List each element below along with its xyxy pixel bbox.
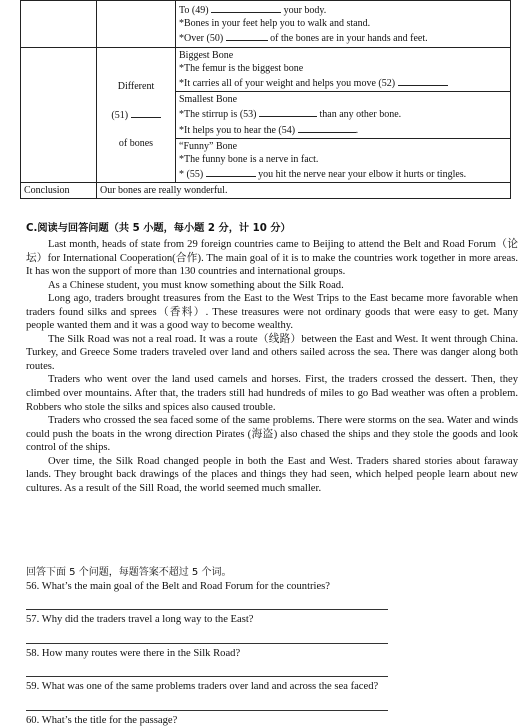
top-text-2: *Bones in your feet help you to walk and stand. (179, 18, 371, 30)
funny-title: “Funny” Bone (179, 140, 238, 152)
passage-paragraph: Traders who went over the land used camels and horses. First, the traders crossed the dessert. Then, they climbed over mountains. After that, the traders still had hundreds of miles to go Bad weather was often a problem. Robbers who stole the silks and spices also caused trouble. (26, 374, 518, 413)
blank-54-line[interactable] (298, 122, 356, 133)
biggest-line1: *The femur is the biggest bone (179, 62, 304, 74)
empty-cell (21, 47, 97, 183)
top-cell (176, 1, 511, 48)
answer-line-58[interactable] (26, 660, 388, 677)
blank-53-line[interactable] (259, 106, 317, 117)
passage-paragraph: Last month, heads of state from 29 foreign countries came to Beijing to attend the Belt and Road Forum（论坛）for International Cooperation(合作). The main goal of it is to make the countries work together in more areas. It has won the support of more than 130 countries and international groups. (26, 239, 518, 278)
blank-51-line[interactable] (131, 107, 161, 118)
bones-table (20, 0, 511, 199)
different-cell (97, 47, 176, 183)
funny-line2a: * (55) (179, 169, 204, 181)
blank-55-line[interactable] (206, 166, 256, 177)
smallest-line2a: *It helps you to hear the (54) (179, 124, 296, 136)
questions-instruction: 回答下面 5 个问题，每题答案不超过 5 个词。 (26, 567, 232, 578)
passage-paragraph: Long ago, traders brought treasures from the East to the West Trips to the East became more favorable when traders found silks and sprees（香料）. These treasures were not ordinary goods that were easy to get. Many people wanted them and it was a good way to become wealthy. (26, 293, 518, 332)
passage-paragraph: Traders who crossed the sea faced some of the same problems. There were storms on the sea. Water and winds could push the boats in the wrong direction Pirates (海盗) also chased the ships and they stole the goods and look control of the ships. (26, 415, 518, 454)
biggest-line2: *It carries all of your weight and helps you move (52) (179, 77, 396, 89)
blank-52-line[interactable] (398, 75, 448, 86)
question-59: 59. What was one of the same problems traders over land and across the sea faced? (26, 681, 379, 693)
of-bones-label: of bones (118, 137, 154, 149)
funny-line2b: you hit the nerve near your elbow it hurts or tingles. (258, 169, 467, 181)
section-heading: C.阅读与回答问题（共 5 小题，每小题 2 分，计 10 分） (26, 223, 291, 234)
empty-cell (21, 1, 97, 48)
funny-line1: *The funny bone is a nerve in fact. (179, 153, 319, 165)
answer-line-57[interactable] (26, 627, 388, 644)
biggest-cell (176, 47, 511, 92)
passage-paragraph: As a Chinese student, you must know something about the Silk Road. (48, 279, 344, 291)
conclusion-text: Our bones are really wonderful. (97, 183, 511, 199)
conclusion-label: Conclusion (21, 183, 97, 199)
smallest-title: Smallest Bone (179, 94, 238, 106)
blank-50-line[interactable] (226, 30, 268, 41)
question-56: 56. What’s the main goal of the Belt and Road Forum for the countries? (26, 580, 331, 592)
passage-paragraph: The Silk Road was not a real road. It was a route（线路）between the East and West. It went through China. Turkey, and Greece Some traders traveled over land and others sailed across the sea. There was danger along both routes. (26, 333, 518, 372)
funny-cell (176, 138, 511, 183)
blank-50-label: *Over (50) (179, 33, 224, 45)
smallest-cell (176, 92, 511, 139)
table-row-biggest (21, 47, 511, 92)
answer-line-59[interactable] (26, 694, 388, 711)
question-57: 57. Why did the traders travel a long way to the East? (26, 614, 254, 626)
empty-cell (97, 1, 176, 48)
smallest-line1b: than any other bone. (319, 109, 402, 121)
smallest-line2b: . (355, 124, 359, 136)
top-text-3: of the bones are in your hands and feet. (270, 33, 428, 45)
questions-area (26, 567, 518, 728)
table-row-top (21, 1, 511, 48)
table-row-conclusion (21, 183, 511, 199)
reading-passage (26, 238, 518, 495)
blank-51-label: (51) (111, 110, 129, 122)
blank-49-line[interactable] (211, 2, 281, 13)
passage-paragraph: Over time, the Silk Road changed people in both the East and West. Traders shared stories about faraway lands. They brought back drawings of the places and things they had seen, which helped people learn about new cultures. As a result of the Sill Road, the world seemed much smaller. (26, 455, 518, 494)
question-58: 58. How many routes were there in the Silk Road? (26, 647, 241, 659)
biggest-title: Biggest Bone (179, 49, 234, 61)
different-label: Different (117, 81, 155, 93)
top-text-1: your body. (283, 5, 327, 16)
question-60: 60. What’s the title for the passage? (26, 714, 178, 726)
answer-line-56[interactable] (26, 593, 388, 610)
blank-49-label: To (49) (179, 5, 209, 16)
smallest-line1a: *The stirrup is (53) (179, 109, 257, 121)
